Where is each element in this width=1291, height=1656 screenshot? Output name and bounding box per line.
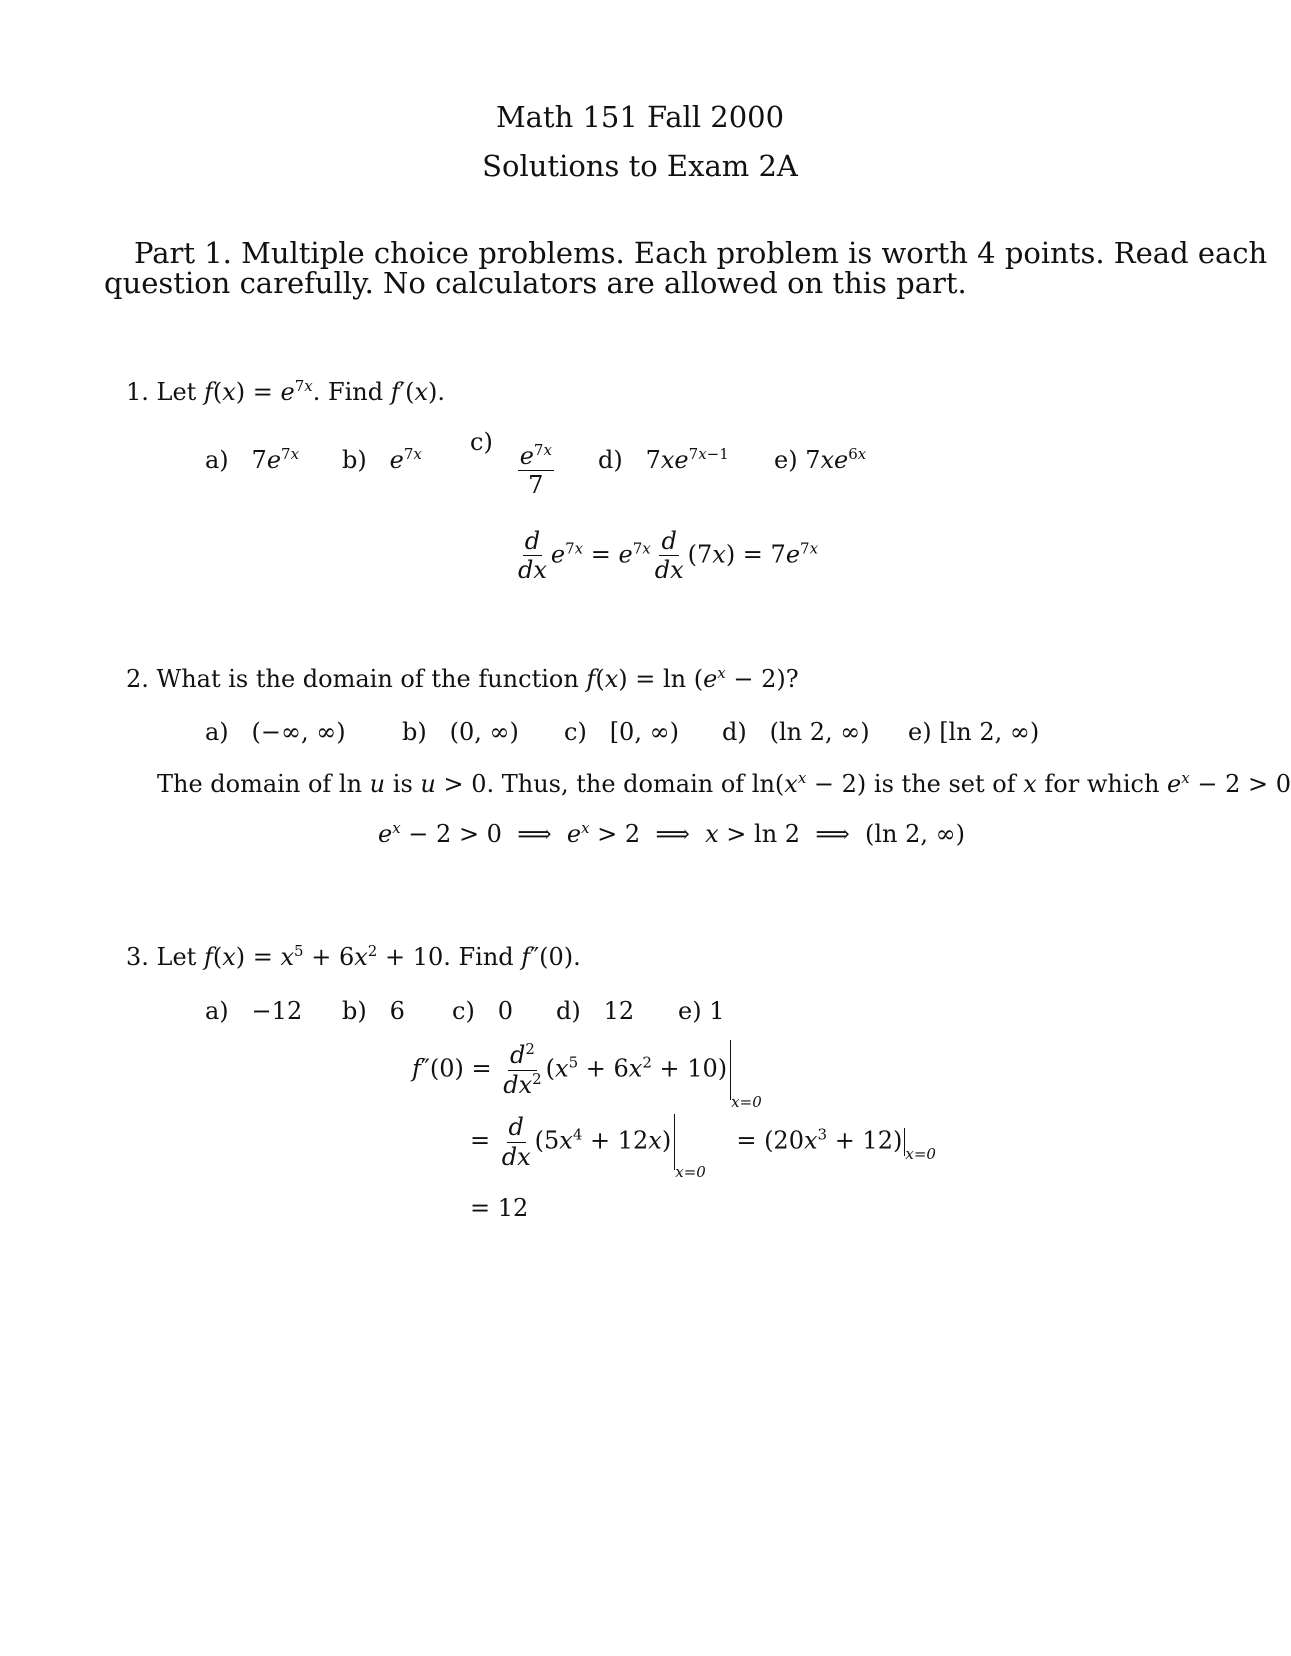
intro-line-2: question carefully. No calculators are allowed on this part.: [104, 266, 967, 300]
document-subtitle: Solutions to Exam 2A: [482, 149, 798, 183]
q2-explanation: The domain of ln u is u > 0. Thus, the domain of $\ln(x^x - 2)$ is the set of x for which $e^x - 2 > 0$: [157, 769, 1291, 798]
intro-line-1: Part 1. Multiple choice problems. Each problem is worth 4 points. Read each: [134, 236, 1268, 270]
q1-option-e: e) $7xe^{6x}$: [774, 445, 867, 474]
question-2: 2. What is the domain of the function $f(x) = \ln (e^x - 2)$?: [126, 664, 799, 693]
document-title: Math 151 Fall 2000: [495, 100, 785, 134]
q3-solution-line-1: f″(0) = $\frac{d^2}{dx^2}$ $(x^5 + 6x^2 + 10)_{x=0}$: [412, 1040, 762, 1111]
q1-option-d: d) $7xe^{7x-1}$: [598, 445, 729, 474]
q3-option-a: a) −12: [205, 997, 303, 1025]
q1-option-a: a) $7e^{7x}$: [205, 445, 300, 474]
q2-option-d: d) (ln 2, ∞): [722, 718, 870, 746]
q2-solution: $e^x - 2 > 0$ ⟹ $e^x > 2$ ⟹ x > ln 2 ⟹ (ln 2, ∞): [378, 819, 965, 848]
q2-option-a: a) (−∞, ∞): [205, 718, 346, 746]
q3-solution-line-2: = $\frac{d}{dx}$ $(5x^4 + 12x)_{x=0}$ = $(20x^3 + 12)$ $_{x=0}$: [470, 1113, 936, 1181]
q3-option-b: b) 6: [342, 997, 405, 1025]
q3-option-c: c) 0: [452, 997, 513, 1025]
q1-option-c: c) $\frac{e^{7x}}{7}$: [470, 428, 552, 500]
q3-option-e: e) 1: [678, 997, 725, 1025]
q2-option-b: b) (0, ∞): [402, 718, 519, 746]
question-1: 1. Let $f(x) = e^{7x}$. Find f′(x).: [126, 377, 446, 406]
q2-option-c: c) [0, ∞): [564, 718, 679, 746]
q2-option-e: e) [ln 2, ∞): [908, 718, 1040, 746]
q1-solution: $\frac{d}{dx}$ $e^{7x} = e^{7x}$ $\frac{d}{dx}$ $(7x) = 7e^{7x}$: [518, 527, 819, 585]
q1-option-b: b) $e^{7x}$: [342, 445, 422, 474]
question-3: 3. Let $f(x) = x^5 + 6x^2 + 10$. Find f″(0).: [126, 942, 581, 971]
q3-solution-line-3: = 12: [470, 1194, 529, 1222]
q3-option-d: d) 12: [556, 997, 635, 1025]
